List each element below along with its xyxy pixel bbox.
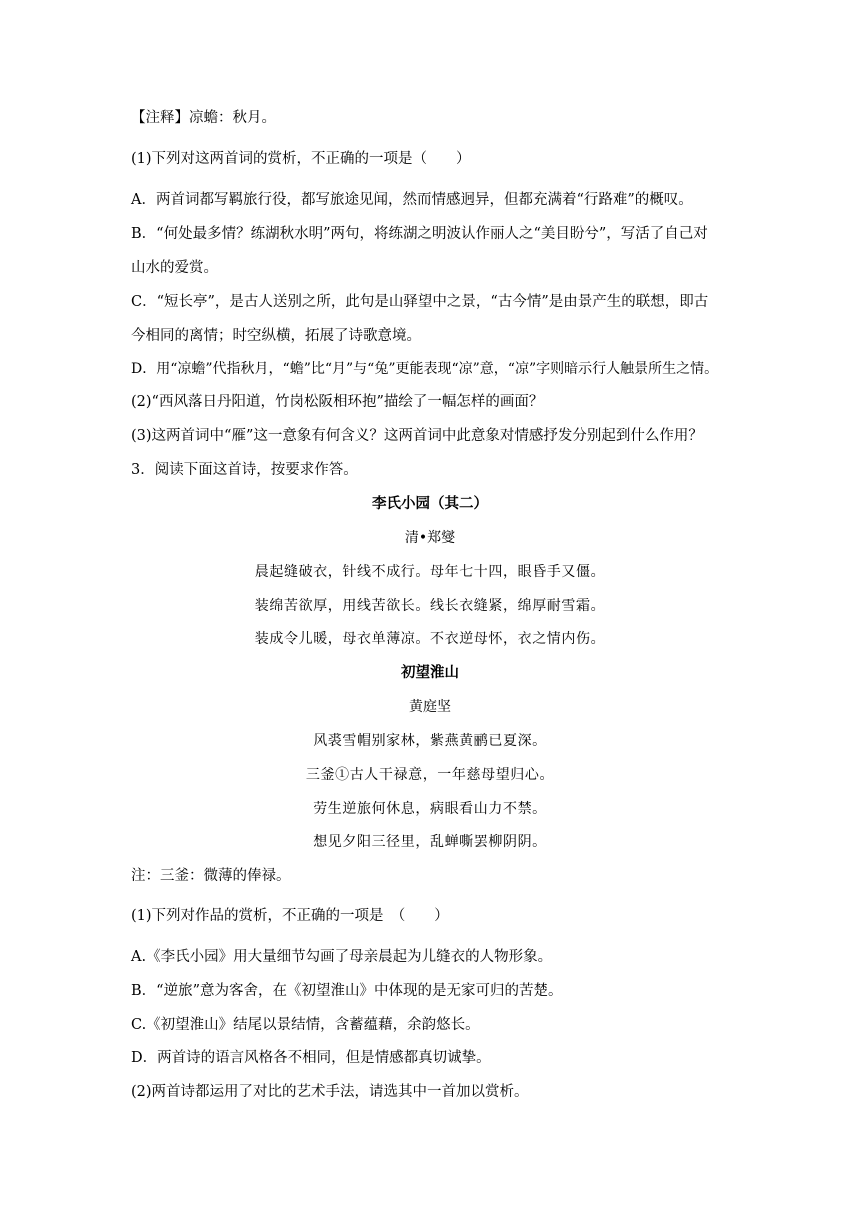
poem2-line: 想见夕阳三径里，乱蝉嘶罢柳阴阴。 xyxy=(313,834,547,850)
poem2-line: 三釜①古人干禄意，一年慈母望归心。 xyxy=(305,767,555,783)
question-2-1: (1)下列对这两首词的赏析，不正确的一项是（ ） xyxy=(131,151,471,167)
poem1-author: 清•郑燮 xyxy=(404,530,456,546)
option-2-1-b-line2: 山水的爱赏。 xyxy=(131,260,218,276)
annotation-note: 【注释】凉蟾：秋月。 xyxy=(131,110,276,126)
poem2-line: 劳生逆旅何休息，病眼看山力不禁。 xyxy=(313,801,547,817)
option-3-1-d: D．两首诗的语言风格各不相同，但是情感都真切诚挚。 xyxy=(131,1050,491,1066)
question-2-2: (2)“西风落日丹阳道，竹岗松阪相环抱”描绘了一幅怎样的画面？ xyxy=(131,394,544,410)
poem2-title: 初望淮山 xyxy=(401,664,459,681)
poem1-line: 装绵苦欲厚，用线苦欲长。线长衣缝紧，绵厚耐雪霜。 xyxy=(254,598,606,614)
option-2-1-a: A．两首词都写羁旅行役，都写旅途见闻，然而情感迥异，但都充满着“行路难”的概叹。 xyxy=(131,192,693,208)
footnote: 注：三釜：微薄的俸禄。 xyxy=(131,868,291,884)
option-2-1-c-line1: C．“短长亭”，是古人送别之所，此句是山驿望中之景，“古今情”是由景产生的联想，即古 xyxy=(131,294,709,310)
question-3-2: (2)两首诗都运用了对比的艺术手法，请选其中一首加以赏析。 xyxy=(131,1084,529,1100)
poem2-line: 风裘雪帽别家林，紫燕黄鹂已夏深。 xyxy=(313,733,547,749)
option-3-1-b: B．“逆旅”意为客舍，在《初望淮山》中体现的是无家可归的苦楚。 xyxy=(131,983,563,999)
poem2-author: 黄庭坚 xyxy=(409,699,451,715)
option-2-1-b-line1: B．“何处最多情？练湖秋水明”两句，将练湖之明波认作丽人之“美目盼兮”，写活了自己对 xyxy=(131,226,708,242)
question-3-intro: 3．阅读下面这首诗，按要求作答。 xyxy=(131,462,358,478)
question-3-1: (1)下列对作品的赏析，不正确的一项是 （ ） xyxy=(131,908,449,924)
poem1-line: 装成令儿暖，母衣单薄凉。不衣逆母怀，衣之情内伤。 xyxy=(254,631,606,647)
option-2-1-c-line2: 今相同的离情；时空纵横，拓展了诗歌意境。 xyxy=(131,328,421,344)
poem1-title: 李氏小园（其二） xyxy=(372,495,488,512)
option-2-1-d: D．用“凉蟾”代指秋月，“蟾”比“月”与“兔”更能表现“凉”意，“凉”字则暗示行人触景所生之情。 xyxy=(131,361,719,377)
option-3-1-a: A.《李氏小园》用大量细节勾画了母亲晨起为儿缝衣的人物形象。 xyxy=(131,949,553,965)
question-2-3: (3)这两首词中“雁”这一意象有何含义？这两首词中此意象对情感抒发分别起到什么作用？ xyxy=(131,428,703,444)
poem1-line: 晨起缝破衣，针线不成行。母年七十四，眼昏手又僵。 xyxy=(254,564,606,580)
option-3-1-c: C.《初望淮山》结尾以景结情，含蓄蕴藉，余韵悠长。 xyxy=(131,1017,480,1033)
